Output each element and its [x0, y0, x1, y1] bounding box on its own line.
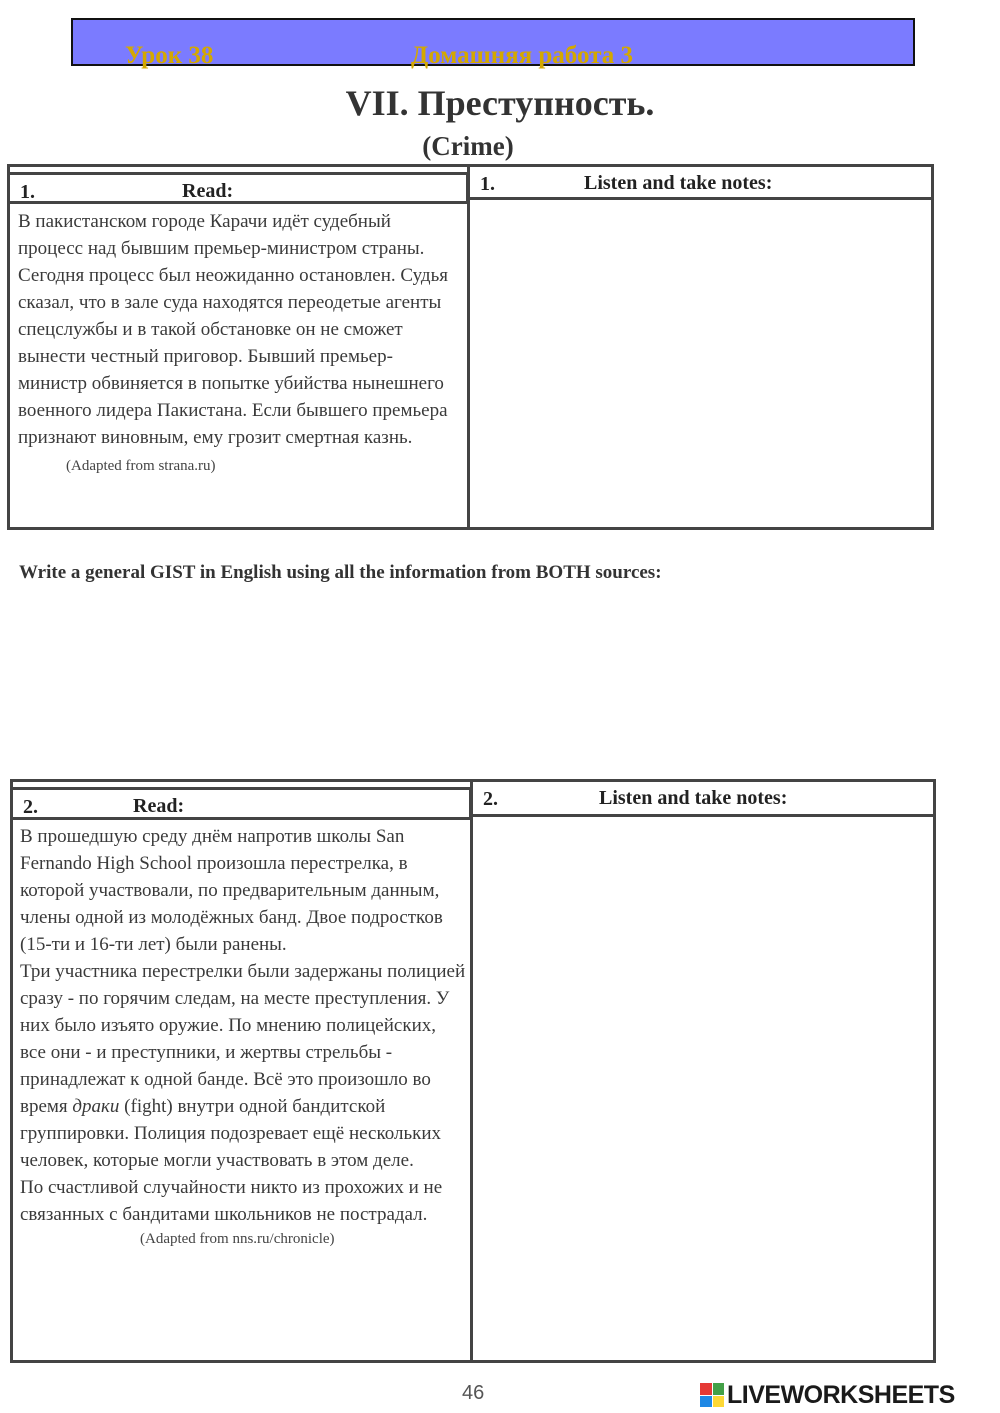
section2-source: (Adapted from nns.ru/chronicle) [140, 1231, 335, 1247]
section2-listen-label: Listen and take notes: [599, 787, 788, 809]
section2-notes-area[interactable] [476, 820, 932, 1358]
header-banner [71, 18, 915, 69]
section1-read-text [18, 208, 460, 480]
page-subtitle [0, 130, 1000, 162]
section2-paragraph-2 [20, 958, 466, 1174]
subtitle-text: (Crime) [422, 131, 514, 161]
brand-logo [700, 1380, 995, 1410]
lesson-label: Урок 38 [125, 42, 214, 69]
section2-read-header [10, 787, 472, 820]
section1-divider [467, 200, 470, 530]
section2-listen-number: 2. [483, 788, 498, 810]
section1-body: В пакистанском городе Карачи идёт судебный процесс над бывшим премьер-министром страны. Сегодня процесс был неожиданно остановлен. Судья сказал, что в зале суда находятся переодетые агенты спецслужбы и в такой обстановке он не сможет вынести честный приговор. Бывший премьер-министр обвиняется в попытке убийства нынешнего военного лидера Пакистана. Если бывшего премьера признают виновным, ему грозит смертная казнь. [18, 211, 448, 448]
section1-read-label: Read: [182, 180, 234, 202]
section2-read-text [20, 823, 466, 1250]
homework-label: Домашняя работа 3 [411, 42, 633, 69]
liveworksheets-icon [700, 1383, 724, 1407]
section2-listen-header [470, 779, 936, 817]
section1-read-number: 1. [20, 181, 35, 203]
brand-name: LIVEWORKSHEETS [727, 1380, 955, 1409]
section2-read-label: Read: [133, 795, 185, 817]
gist-instruction: Write a general GIST in English using all the information from BOTH sources: [19, 562, 662, 583]
section2-paragraph-3: По счастливой случайности никто из прохожих и не связанных с бандитами школьников не пострадал. [20, 1177, 443, 1225]
gist-answer-area[interactable] [19, 595, 934, 765]
section1-notes-area[interactable] [472, 203, 930, 525]
section1-listen-number: 1. [480, 173, 495, 195]
section2-paragraph-2-end: (fight) внутри одной бандитской группировки. Полиция подозревает ещё нескольких человек, которые могли участвовать в этом деле. [20, 1096, 442, 1171]
section1-source: (Adapted from strana.ru) [66, 458, 216, 474]
section2-paragraph-1: В прошедшую среду днём напротив школы San Fernando High School произошла перестрелка, в которой участвовали, по предварительным данным, члены одной из молодёжных банд. Двое подростков (15-ти и 16-ти лет) были ранены. [20, 826, 443, 955]
section2-italic-word: драки [72, 1096, 120, 1117]
section2-read-number: 2. [23, 796, 38, 818]
section1-read-header [7, 172, 469, 204]
section1-listen-label: Listen and take notes: [584, 172, 773, 194]
section1-listen-header [467, 164, 934, 200]
section2-divider [470, 817, 473, 1363]
page-title: VII. Преступность. [345, 83, 655, 123]
page-number: 46 [462, 1382, 485, 1404]
section2-paragraph-2-start: Три участника перестрелки были задержаны полицией сразу - по горячим следам, на месте преступления. У них было изъято оружие. По мнению полицейских, все они - и преступники, и жертвы стрельбы - принадлежат к одной банде. Всё это произошло во время [20, 961, 466, 1117]
